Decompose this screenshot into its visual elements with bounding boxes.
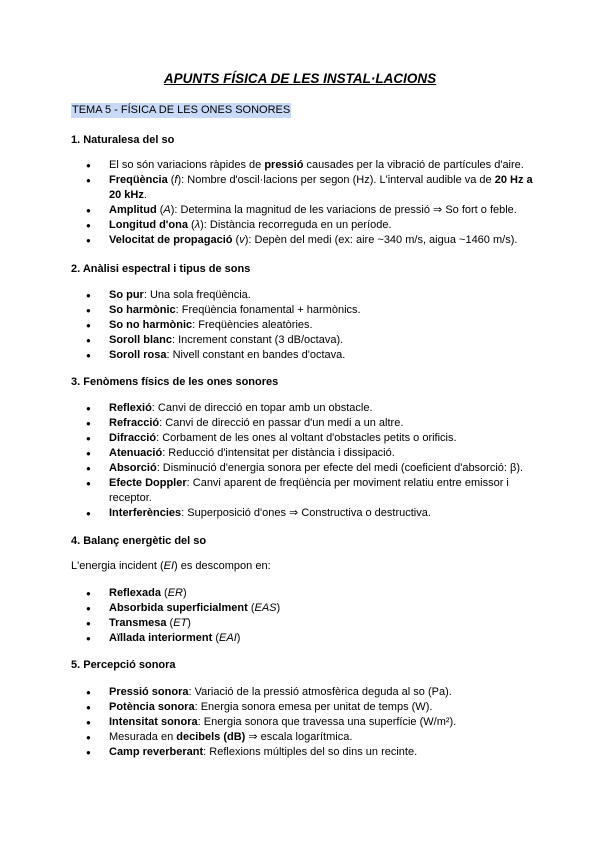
list-item: ● Absorció: Disminució d'energia sonora per efecte del medi (coeficient d'absorció: β).	[71, 461, 541, 476]
list-item: ● Velocitat de propagació (v): Depèn del medi (ex: aire ~340 m/s, aigua ~1460 m/s).	[71, 233, 541, 248]
list-item: ● Potència sonora: Energia sonora emesa per unitat de temps (W).	[71, 700, 541, 715]
bullet-list	[71, 288, 541, 363]
list-item: ● Interferències: Superposició d'ones ⇒ Constructiva o destructiva.	[71, 506, 541, 521]
list-item: ● Amplitud (A): Determina la magnitud de les variacions de pressió ⇒ So fort o feble.	[71, 203, 541, 218]
list-item: ● Pressió sonora: Variació de la pressió atmosfèrica deguda al so (Pa).	[71, 685, 541, 700]
list-item: ● Camp reverberant: Reflexions múltiples del so dins un recinte.	[71, 745, 541, 760]
bullet-list	[71, 401, 541, 521]
list-item: ● So pur: Una sola freqüència.	[71, 288, 541, 303]
list-item: ● Reflexada (ER)	[71, 586, 541, 601]
list-item: ● Intensitat sonora: Energia sonora que travessa una superfície (W/m²).	[71, 715, 541, 730]
list-item: ● Efecte Doppler: Canvi aparent de freqüència per moviment relatiu entre emissor i receptor.	[71, 476, 541, 506]
topic-heading: TEMA 5 - FÍSICA DE LES ONES SONORES	[72, 104, 291, 116]
section-heading: 3. Fenòmens físics de les ones sonores	[71, 376, 279, 388]
list-item: ● Soroll blanc: Increment constant (3 dB/octava).	[71, 333, 541, 348]
list-item: ● So no harmònic: Freqüències aleatòries.	[71, 318, 541, 333]
section-intro: L'energia incident (EI) es descompon en:	[71, 560, 271, 572]
section-heading: 5. Percepció sonora	[71, 659, 176, 671]
list-item: ● Reflexió: Canvi de direcció en topar amb un obstacle.	[71, 401, 541, 416]
bullet-list	[71, 158, 541, 248]
list-item: ● Refracció: Canvi de direcció en passar d'un medi a un altre.	[71, 416, 541, 431]
list-item: ● Transmesa (ET)	[71, 616, 541, 631]
list-item: ● Atenuació: Reducció d'intensitat per distància i dissipació.	[71, 446, 541, 461]
list-item: ● Aïllada interiorment (EAI)	[71, 631, 541, 646]
section-heading: 4. Balanç energètic del so	[71, 535, 207, 547]
section-heading: 1. Naturalesa del so	[71, 134, 175, 146]
bullet-list	[71, 685, 541, 760]
list-item: ● Longitud d'ona (λ): Distància recorreguda en un període.	[71, 218, 541, 233]
list-item: ● Mesurada en decibels (dB) ⇒ escala logarítmica.	[71, 730, 541, 745]
list-item: ● Freqüència (f): Nombre d'oscil·lacions per segon (Hz). L'interval audible va de 20 Hz a 20 kHz.	[71, 173, 541, 203]
list-item: ● Absorbida superficialment (EAS)	[71, 601, 541, 616]
list-item: ● Soroll rosa: Nivell constant en bandes d'octava.	[71, 348, 541, 363]
bullet-list	[71, 586, 541, 646]
document-title: APUNTS FÍSICA DE LES INSTAL·LACIONS	[163, 71, 437, 86]
list-item: ● Difracció: Corbament de les ones al voltant d'obstacles petits o orificis.	[71, 431, 541, 446]
list-item: ● So harmònic: Freqüència fonamental + harmònics.	[71, 303, 541, 318]
list-item: ● El so són variacions ràpides de pressió causades per la vibració de partícules d'aire.	[71, 158, 541, 173]
section-heading: 2. Anàlisi espectral i tipus de sons	[71, 263, 251, 275]
